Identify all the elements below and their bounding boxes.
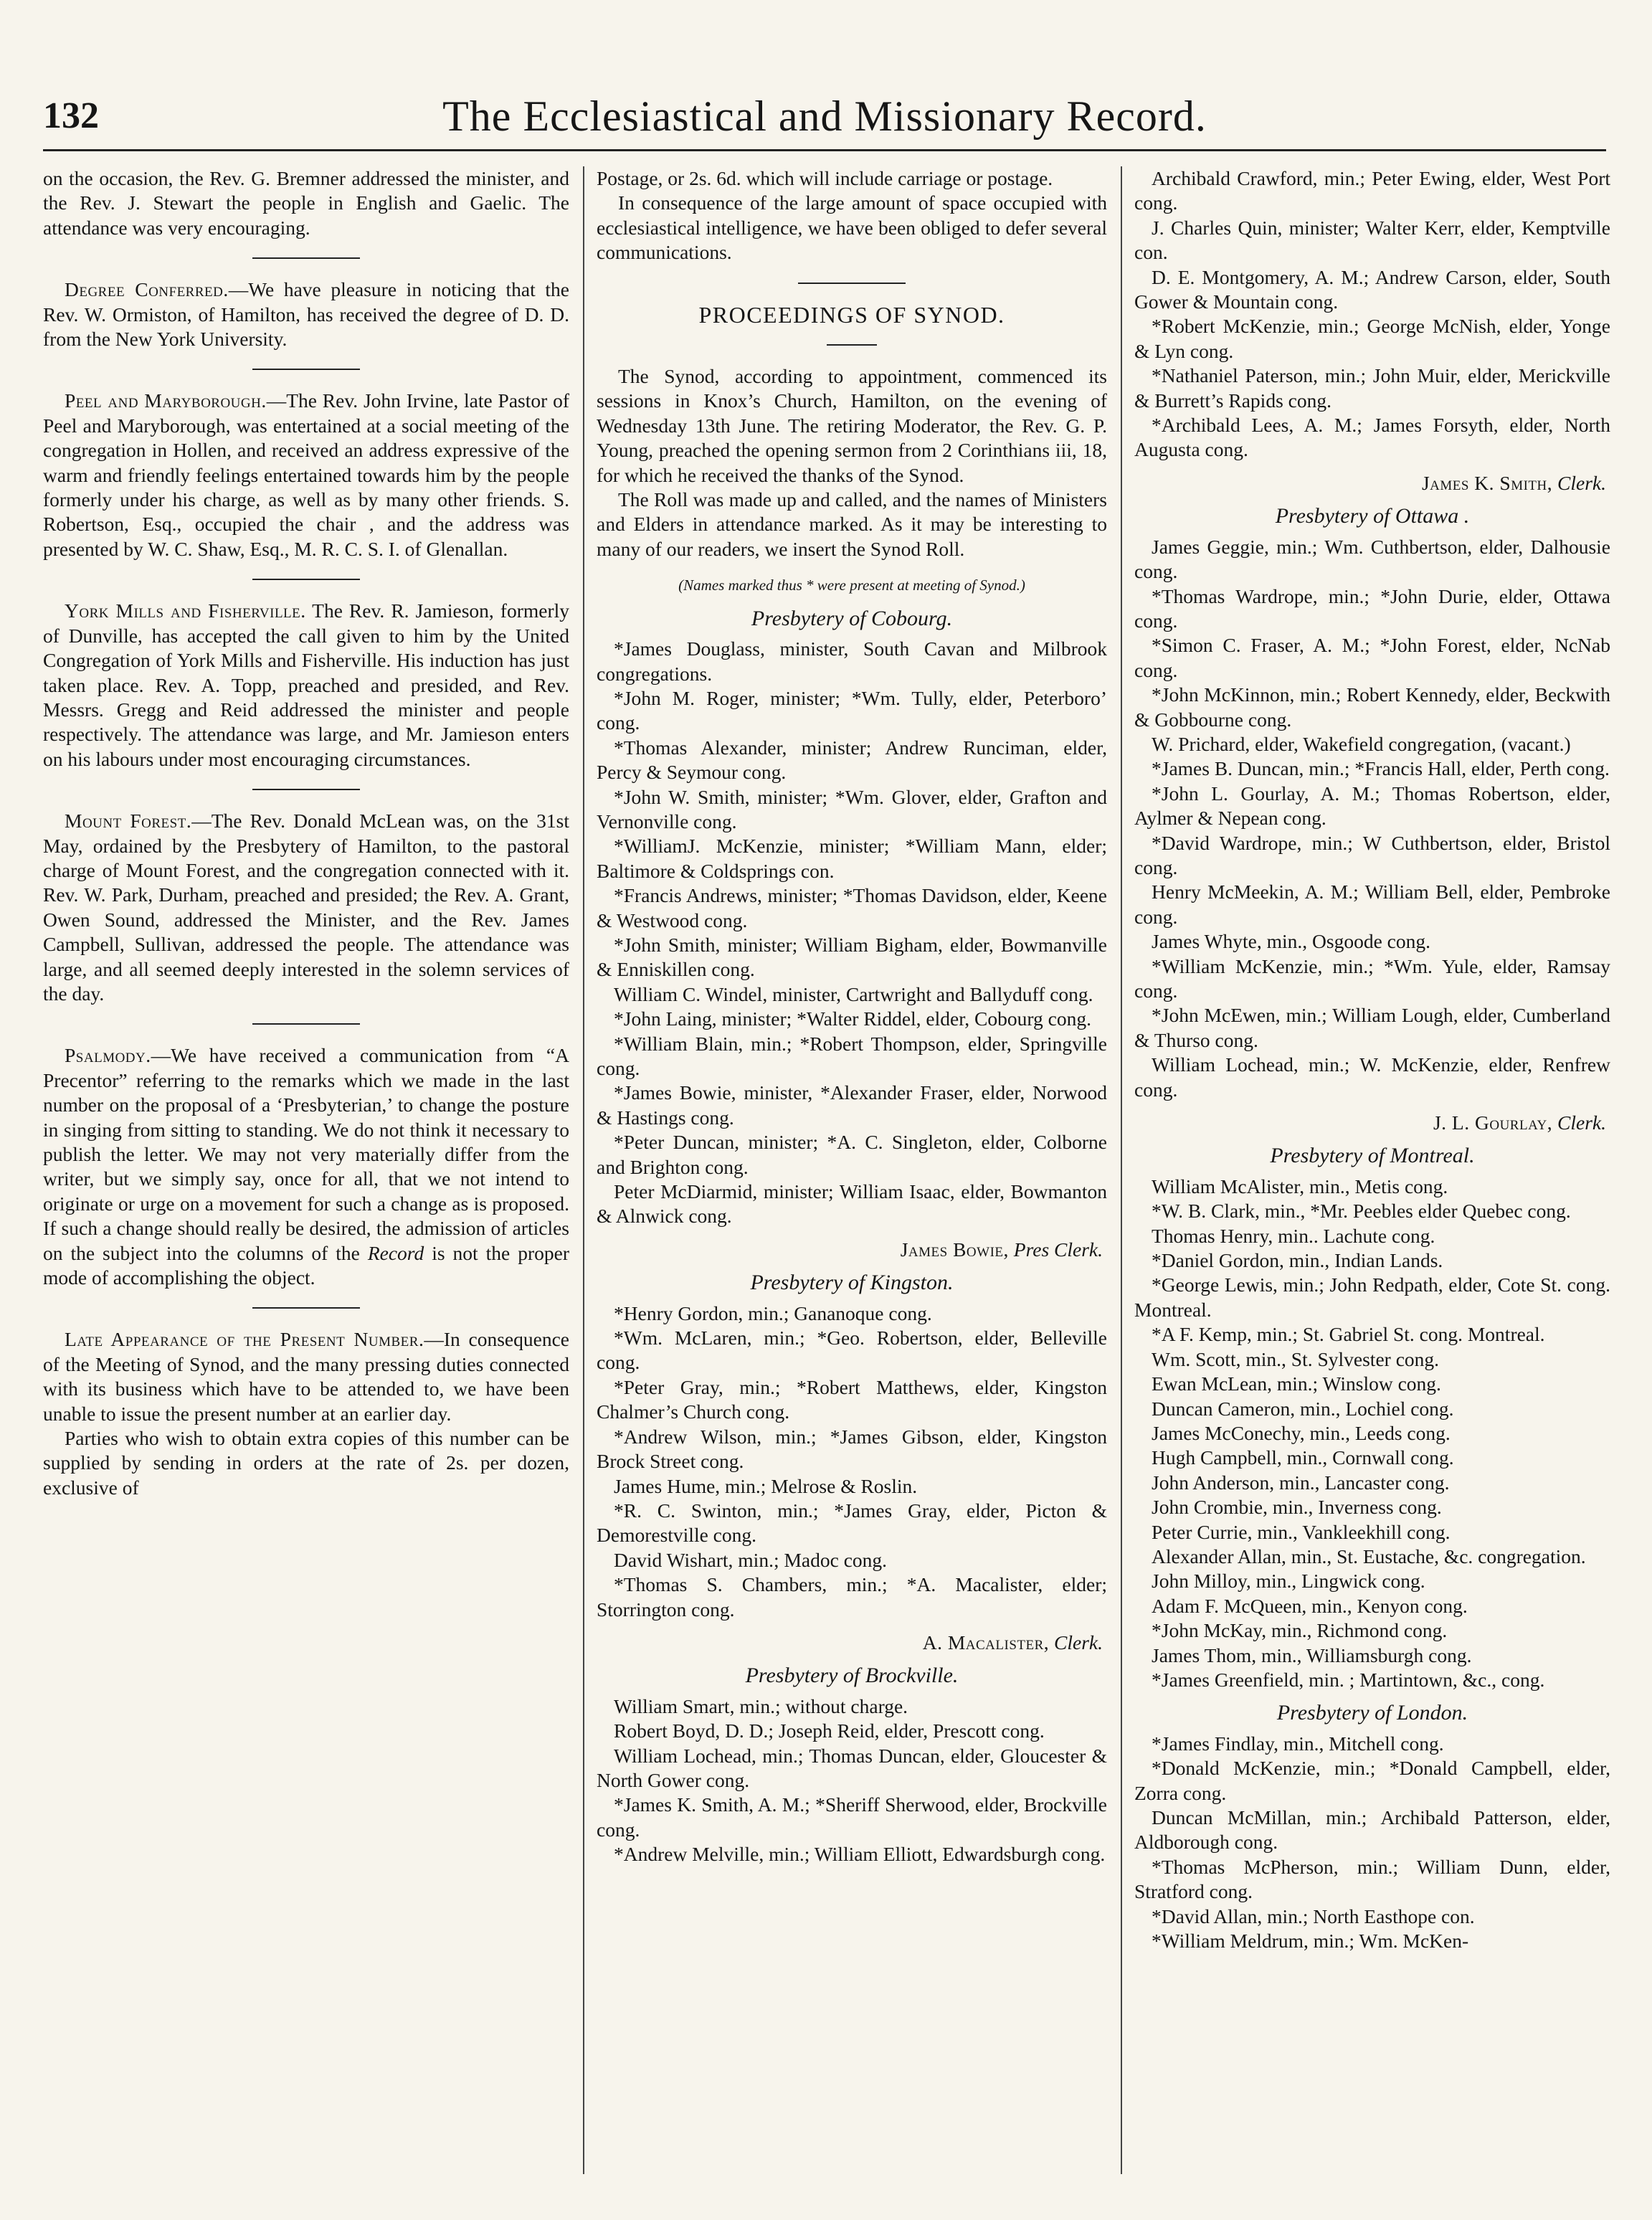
clerk-title: Clerk. (1557, 471, 1606, 494)
news-item-york-mills (43, 599, 569, 772)
presbytery-title: Presbytery of Cobourg. (751, 606, 953, 630)
roll-entry: J. Charles Quin, minister; Walter Kerr, elder, Kemptville con. (1134, 216, 1610, 264)
roll-entry: *James Douglass, minister, South Cavan and Milbrook congregations. (597, 637, 1107, 685)
news-heading: Late Appearance of the Present Number. (65, 1328, 424, 1351)
roll-entry: James Hume, min.; Melrose & Roslin. (614, 1474, 918, 1497)
clerk-name: J. L. Gourlay, (1433, 1111, 1553, 1134)
news-heading: Psalmody. (65, 1044, 151, 1067)
roll-entry: *R. C. Swinton, min.; *James Gray, elder, Picton & Demorestville cong. (597, 1499, 1107, 1547)
roll-entry: *William McKenzie, min.; *Wm. Yule, elder, Ramsay cong. (1134, 954, 1610, 1002)
news-text: is not the proper mode of accomplishing the object. (43, 1241, 569, 1289)
clerk-signature (1134, 471, 1610, 495)
separator-rule (252, 1023, 360, 1025)
presbytery-title: Presbytery of Kingston. (750, 1271, 954, 1295)
news-item-psalmody (43, 1043, 569, 1290)
roll-entry: *A F. Kemp, min.; St. Gabriel St. cong. Montreal. (1152, 1323, 1545, 1346)
roll-entry: Wm. Scott, min., St. Sylvester cong. (1152, 1347, 1440, 1370)
paragraph: The Synod, according to appointment, commenced its sessions in Knox’s Church, Hamilton, on the evening of Wednesday 13th June. The retiring Moderator, the Rev. G. P. Young, preached the opening sermon from 2 Corinthians iii, 18, for which he received the thanks of the Synod. (597, 365, 1107, 486)
news-heading: Peel and Maryborough. (65, 389, 267, 412)
column-middle (597, 166, 1107, 2174)
roll-entry: Hugh Campbell, min., Cornwall cong. (1152, 1446, 1454, 1469)
roll-entry: D. E. Montgomery, A. M.; Andrew Carson, elder, South Gower & Mountain cong. (1134, 265, 1610, 313)
roll-entry: *John W. Smith, minister; *Wm. Glover, elder, Grafton and Vernonville cong. (597, 785, 1107, 833)
roll-entry: Robert Boyd, D. D.; Joseph Reid, elder, Prescott cong. (614, 1719, 1045, 1742)
roll-entry: *John L. Gourlay, A. M.; Thomas Robertson, elder, Aylmer & Nepean cong. (1134, 782, 1610, 830)
roll-list-cobourg (597, 637, 1107, 1229)
roll-entry: Adam F. McQueen, min., Kenyon cong. (1152, 1594, 1468, 1617)
roll-entry: Duncan McMillan, min.; Archibald Patterson, elder, Aldborough cong. (1134, 1806, 1610, 1854)
roll-entry: *James Greenfield, min. ; Martintown, &c., cong. (1152, 1668, 1545, 1691)
news-text: —We have received a communication from “A Precentor” referring to the remarks which we made in the last number on the proposal of a ‘Presbyterian,’ to change the posture in singing from sitting to standing. We do not think it necessary to publish the letter. We may not very materially differ from the writer, but we simply say, once for all, that we not intend to originate or urge on a movement for such a change as is proposed. If such a change should really be desired, the admission of articles on the subject into the columns of the (43, 1044, 569, 1264)
roll-entry: William Lochead, min.; W. McKenzie, elder, Renfrew cong. (1134, 1053, 1610, 1101)
separator-rule (252, 789, 360, 790)
roll-entry: *James K. Smith, A. M.; *Sheriff Sherwood, elder, Brockville cong. (597, 1793, 1107, 1841)
paragraph: Parties who wish to obtain extra copies of this number can be supplied by sending in orders at the rate of 2s. per dozen, exclusive of (43, 1427, 569, 1499)
news-text: —The Rev. Donald McLean was, on the 31st May, ordained by the Presbytery of Hamilton, to the pastoral charge of Mount Forest, and the congregation connected with it. Rev. W. Park, Durham, preached and presided; the Rev. A. Grant, Owen Sound, addressed the Minister, and the Rev. James Campbell, Sullivan, addressed the people. The attendance was large, and all seemed deeply interested in the solemn services of the day. (43, 810, 569, 1005)
paragraph: on the occasion, the Rev. G. Bremner addressed the minister, and the Rev. J. Stewart the people in English and Gaelic. The attendance was very encouraging. (43, 167, 569, 239)
roll-entry: *George Lewis, min.; John Redpath, elder, Cote St. cong. Montreal. (1134, 1273, 1610, 1321)
roll-entry: *Peter Duncan, minister; *A. C. Singleton, elder, Colborne and Brighton cong. (597, 1131, 1107, 1178)
roll-entry: *Thomas Alexander, minister; Andrew Runciman, elder, Percy & Seymour cong. (597, 736, 1107, 784)
roll-entry: William C. Windel, minister, Cartwright and Ballyduff cong. (614, 982, 1093, 1005)
roll-list-montreal (1134, 1175, 1610, 1693)
roll-entry: *David Allan, min.; North Easthope con. (1152, 1904, 1475, 1927)
roll-entry: *Andrew Melville, min.; William Elliott, Edwardsburgh cong. (614, 1843, 1106, 1866)
roll-entry: John Milloy, min., Lingwick cong. (1152, 1570, 1425, 1593)
news-text: —We have pleasure in noticing that the Rev. W. Ormiston, of Hamilton, has received the degree of D. D. from the New York University. (43, 278, 569, 351)
roll-entry: *Andrew Wilson, min.; *James Gibson, elder, Kingston Brock Street cong. (597, 1425, 1107, 1473)
roll-entry: Archibald Crawford, min.; Peter Ewing, elder, West Port cong. (1134, 167, 1610, 214)
roll-entry: William Lochead, min.; Thomas Duncan, elder, Gloucester & North Gower cong. (597, 1744, 1107, 1791)
news-heading: York Mills and Fisherville. (65, 599, 306, 622)
roll-entry: Ewan McLean, min.; Winslow cong. (1152, 1372, 1441, 1395)
news-text: —In consequence of the Meeting of Synod, and the many pressing duties connected with its business which have to be attended to, we have been unable to issue the present number at an earlier day. (43, 1328, 569, 1425)
roll-entry: *James B. Duncan, min.; *Francis Hall, elder, Perth cong. (1152, 757, 1610, 780)
roll-entry: *WilliamJ. McKenzie, minister; *William Mann, elder; Baltimore & Coldsprings con. (597, 835, 1107, 882)
section-heading: PROCEEDINGS OF SYNOD. (698, 301, 1005, 328)
roll-entry: *James Bowie, minister, *Alexander Fraser, elder, Norwood & Hastings cong. (597, 1081, 1107, 1129)
column-right (1134, 166, 1610, 2174)
roll-entry: *Peter Gray, min.; *Robert Matthews, elder, Kingston Chalmer’s Church cong. (597, 1375, 1107, 1423)
page-title: The Ecclesiastical and Missionary Record. (442, 92, 1207, 140)
roll-entry: *John M. Roger, minister; *Wm. Tully, elder, Peterboro’ cong. (597, 686, 1107, 734)
roll-entry: *Archibald Lees, A. M.; James Forsyth, elder, North Augusta cong. (1134, 414, 1610, 461)
roll-entry: William McAlister, min., Metis cong. (1152, 1175, 1448, 1197)
roll-entry: *Donald McKenzie, min.; *Donald Campbell, elder, Zorra cong. (1134, 1757, 1610, 1804)
roll-entry: *Wm. McLaren, min.; *Geo. Robertson, elder, Belleville cong. (597, 1327, 1107, 1374)
roll-entry: *Thomas S. Chambers, min.; *A. Macalister, elder; Storrington cong. (597, 1573, 1107, 1621)
roll-entry: John Crombie, min., Inverness cong. (1152, 1496, 1442, 1519)
roll-entry: *James Findlay, min., Mitchell cong. (1152, 1732, 1444, 1755)
presbytery-title: Presbytery of Ottawa . (1275, 504, 1470, 528)
roll-list-brockville (597, 1694, 1107, 1867)
page-number: 132 (43, 95, 99, 136)
clerk-title: Clerk. (1054, 1631, 1103, 1654)
roll-entry: Duncan Cameron, min., Lochiel cong. (1152, 1397, 1454, 1420)
roll-entry: *John McEwen, min.; William Lough, elder, Cumberland & Thurso cong. (1134, 1004, 1610, 1051)
roll-entry: James McConechy, min., Leeds cong. (1152, 1421, 1451, 1444)
clerk-title: Pres Clerk. (1013, 1238, 1103, 1261)
roll-list-kingston (597, 1301, 1107, 1622)
roll-entry: Henry McMeekin, A. M.; William Bell, elder, Pembroke cong. (1134, 881, 1610, 928)
presbytery-title: Presbytery of Brockville. (745, 1664, 959, 1688)
clerk-signature (597, 1631, 1107, 1655)
news-text: The Rev. R. Jamieson, formerly of Dunville, has accepted the call given to him by the United Congregation of York Mills and Fisherville. His induction has just taken place. Rev. A. Topp, preached and presided, and Rev. Messrs. Gregg and Reid addressed the minister and people respectively. The attendance was large, and Mr. Jamieson enters on his labours under most encouraging circumstances. (43, 599, 569, 770)
news-item-mount-forest (43, 809, 569, 1006)
column-divider (1121, 166, 1122, 2174)
news-heading: Mount Forest. (65, 810, 192, 833)
news-item-late-appearance (43, 1327, 569, 1426)
roll-entry: Peter Currie, min., Vankleekhill cong. (1152, 1520, 1451, 1543)
separator-rule (827, 344, 877, 346)
roll-entry: *John McKinnon, min.; Robert Kennedy, elder, Beckwith & Gobbourne cong. (1134, 683, 1610, 731)
roll-entry: *Nathaniel Paterson, min.; John Muir, elder, Merickville & Burrett’s Rapids cong. (1134, 364, 1610, 412)
news-item-degree (43, 278, 569, 351)
presbytery-title: Presbytery of Montreal. (1270, 1144, 1475, 1168)
roll-entry: Alexander Allan, min., St. Eustache, &c. congregation. (1152, 1545, 1586, 1567)
presbytery-title: Presbytery of London. (1276, 1701, 1468, 1725)
roll-entry: *Thomas Wardrope, min.; *John Durie, elder, Ottawa cong. (1134, 584, 1610, 632)
news-item-peel (43, 389, 569, 561)
roll-entry: *W. B. Clark, min., *Mr. Peebles elder Quebec cong. (1152, 1200, 1571, 1223)
separator-rule (252, 1307, 360, 1309)
roll-note: (Names marked thus * were present at meeting of Synod.) (678, 577, 1025, 594)
roll-entry: James Geggie, min.; Wm. Cuthbertson, elder, Dalhousie cong. (1134, 535, 1610, 583)
column-left (43, 166, 569, 2174)
separator-rule (798, 283, 906, 284)
roll-entry: *Simon C. Fraser, A. M.; *John Forest, elder, NcNab cong. (1134, 634, 1610, 681)
roll-entry: William Smart, min.; without charge. (614, 1694, 908, 1717)
clerk-signature (597, 1238, 1107, 1262)
roll-entry: *Robert McKenzie, min.; George McNish, elder, Yonge & Lyn cong. (1134, 315, 1610, 362)
roll-entry: Peter McDiarmid, minister; William Isaac, elder, Bowmanton & Alnwick cong. (597, 1180, 1107, 1228)
separator-rule (252, 579, 360, 580)
clerk-name: James K. Smith, (1421, 471, 1553, 494)
clerk-title: Clerk. (1557, 1111, 1606, 1134)
news-heading: Degree Conferred. (65, 278, 229, 301)
roll-entry: W. Prichard, elder, Wakefield congregation, (vacant.) (1152, 732, 1571, 755)
news-text: —The Rev. John Irvine, late Pastor of Peel and Maryborough, was entertained at a social meeting of the congregation in Hollen, and received an address expressive of the warm and friendly feelings entertained towards him by the people formerly under his charge, as well as by many other friends. S. Robertson, Esq., occupied the chair , and the address was presented by W. C. Shaw, Esq., M. R. C. S. I. of Glenallan. (43, 389, 569, 560)
roll-entry: Thomas Henry, min.. Lachute cong. (1152, 1224, 1435, 1247)
roll-entry: *John Smith, minister; William Bigham, elder, Bowmanville & Enniskillen cong. (597, 933, 1107, 981)
roll-entry: *Daniel Gordon, min., Indian Lands. (1152, 1249, 1443, 1272)
page-header (43, 87, 1606, 151)
roll-list-ottawa (1134, 535, 1610, 1102)
roll-entry: *William Meldrum, min.; Wm. McKen- (1152, 1930, 1469, 1953)
roll-list-london (1134, 1732, 1610, 1954)
roll-entry: *John Laing, minister; *Walter Riddel, elder, Cobourg cong. (614, 1007, 1091, 1030)
roll-entry: John Anderson, min., Lancaster cong. (1152, 1471, 1450, 1494)
separator-rule (252, 369, 360, 370)
roll-list-brockville-continued (1134, 166, 1610, 463)
clerk-name: James Bowie, (900, 1238, 1009, 1261)
roll-entry: *Francis Andrews, minister; *Thomas Davidson, elder, Keene & Westwood cong. (597, 884, 1107, 931)
clerk-name: A. Macalister, (922, 1631, 1050, 1654)
roll-entry: David Wishart, min.; Madoc cong. (614, 1548, 888, 1571)
roll-entry: James Thom, min., Williamsburgh cong. (1152, 1643, 1472, 1666)
roll-entry: *John McKay, min., Richmond cong. (1152, 1619, 1448, 1642)
paragraph: Postage, or 2s. 6d. which will include carriage or postage. (597, 167, 1053, 189)
roll-entry: *Thomas McPherson, min.; William Dunn, elder, Stratford cong. (1134, 1855, 1610, 1903)
roll-entry: *David Wardrope, min.; W Cuthbertson, elder, Bristol cong. (1134, 831, 1610, 878)
clerk-signature (1134, 1111, 1610, 1135)
paragraph: The Roll was made up and called, and the names of Ministers and Elders in attendance marked. As it may be interesting to many of our readers, we insert the Synod Roll. (597, 488, 1107, 560)
roll-entry: James Whyte, min., Osgoode cong. (1152, 930, 1431, 953)
roll-entry: *William Blain, min.; *Robert Thompson, elder, Springville cong. (597, 1032, 1107, 1079)
column-divider (583, 166, 584, 2174)
separator-rule (252, 257, 360, 259)
news-text-italic: Record (367, 1241, 424, 1264)
paragraph: In consequence of the large amount of space occupied with ecclesiastical intelligence, we have been obliged to defer several communications. (597, 191, 1107, 264)
roll-entry: *Henry Gordon, min.; Gananoque cong. (614, 1301, 932, 1324)
